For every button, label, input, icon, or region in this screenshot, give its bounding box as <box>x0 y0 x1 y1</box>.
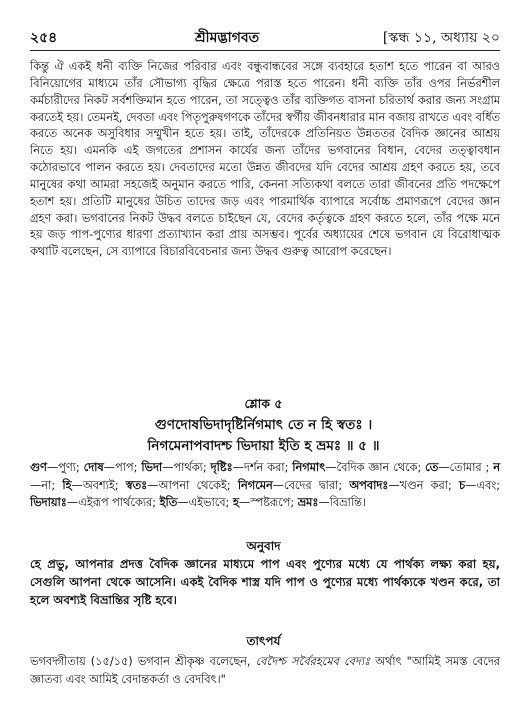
verse-line-1: গুণদোষভিদাদৃষ্টির্নিগমাৎ তে ন হি স্বতঃ । <box>154 417 373 433</box>
synonym-dash: — <box>232 461 244 474</box>
synonym-meaning: বৈদিক জ্ঞান থেকে; <box>336 461 426 474</box>
synonym-meaning: আপনা থেকেই; <box>158 478 238 492</box>
synonym-dash: — <box>162 461 174 474</box>
synonym-dash: — <box>325 461 337 474</box>
verse-label: শ্লোক ৫ <box>244 396 283 411</box>
synonym-dash: — <box>46 461 59 474</box>
intro-paragraph <box>30 59 500 261</box>
synonym-word: অপবাদঃ <box>349 478 389 492</box>
synonym-dash: — <box>272 478 285 492</box>
synonym-meaning: দর্শন করা; <box>243 461 293 474</box>
synonym-word: হ <box>232 496 239 509</box>
synonym-dash: — <box>147 478 159 492</box>
synonym-word: ন <box>493 461 500 474</box>
synonym-word: ভ্রমঃ <box>297 496 319 509</box>
synonym-meaning: না; <box>41 478 63 492</box>
synonym-dash: — <box>66 496 79 509</box>
book-title: শ্রীমদ্ভাগবত <box>195 30 260 46</box>
synonym-meaning: পুণ্য; <box>58 461 84 474</box>
synonym-word: দোষ <box>83 461 104 474</box>
synonym-word: চ <box>459 478 466 492</box>
synonym-meaning: বিভ্রান্তি। <box>329 496 366 509</box>
synonym-meaning: স্পষ্টরূপে; <box>250 496 298 509</box>
translation-text: হে প্রভু, আপনার প্রদত্ত বৈদিক জ্ঞানের মাধ্যমে পাপ এবং পুণ্যের মধ্যে যে পার্থক্য লক্ষ্য করা হয়, সেগুলি আপনা থেকে আসেনি। একই বৈদিক শাস্ত্র যদি পাপ ও পুণ্যের মধ্যে পার্থক্যকে খণ্ডন করে, তা হলে অবশ্যই বিভ্রান্তির সৃষ্টি হবে। <box>30 557 500 607</box>
page-number: ২৫৪ <box>30 30 58 46</box>
section-reference: [স্কন্ধ ১১, অধ্যায় ২০ <box>382 30 500 46</box>
synonym-meaning: বেদের দ্বারা; <box>284 478 350 492</box>
synonym-dash: — <box>465 478 477 492</box>
synonym-meaning: খণ্ডন করা; <box>399 478 460 492</box>
synonym-dash: — <box>177 496 189 509</box>
page-header <box>30 26 500 46</box>
synonym-word: হি <box>62 478 72 492</box>
purport-text <box>30 653 500 689</box>
synonym-word: নিগমেন <box>237 478 273 492</box>
synonym-meaning: তোমার ; <box>449 461 494 474</box>
synonym-meaning: পার্থক্য; <box>173 461 211 474</box>
intro-text: কিন্তু ঐ একই ধনী ব্যক্তি নিজের পরিবার এবং বন্ধুবান্ধবের সঙ্গে ব্যবহারে হতাশ হতে পারেন বা আরও বিনিয়োগের মাধ্যমে তাঁর সৌভাগ্য বৃদ্ধির ক্ষেত্রে পরাস্ত হতে পারেন। ধনী ব্যক্তি তাঁর ওপর নির্ভরশীল কর্মচারীদের নিকট সর্বশক্তিমান হতে পারেন, তা সত্ত্বেও তাঁর ব্যক্তিগত বাসনা চরিতার্থ করার জন্য সংগ্রাম করতেই হয়। তেমনই, দেবতা এবং পিতৃপুরুষগণকে তাঁদের স্বর্গীয় জীবনধারার মান বজায় রাখতে এবং বর্ধিত করতে অনেক অসুবিধার সম্মুখীন হতে হয়। তাই, তাঁদেরকে প্রতিনিয়ত উন্নততর বৈদিক জ্ঞানের আশ্রয় নিতে হয়। এমনকি এই জগতের প্রশাসন কার্যের জন্য তাঁদের ভগবানের বিধান, বেদের তত্ত্বাবধান কঠোরভাবে পালন করতে হয়। দেবতাদের মতো উন্নত জীবদের যদি বেদের আশ্রয় গ্রহণ করতে হয়, তবে মানুষের কথা আমরা সহজেই অনুমান করতে পারি, কেননা সত্যিকথা বলতে তারা জীবনের প্রতি পদক্ষেপে হতাশ হয়। প্রতিটি মানুষের উচিত তাদের জড় এবং পারমার্থিক ব্যাপারে সর্বোচ্চ প্রমাণরূপে বেদের জ্ঞান গ্রহণ করা। ভগবানের নিকট উদ্ধব বলতে চাইছেন যে, বেদের কর্তৃত্বকে গ্রহণ করতে হলে, তাঁর পক্ষে মনে হয় জড় পাপ-পুণ্যের ধারণা প্রত্যাখ্যান করা প্রায় অসম্ভব। পূর্বের অধ্যায়ের শেষে ভগবান যে বিরোধাত্মক কথাটি বলেছেন, সে ব্যাপারে বিচারবিবেচনার জন্য উদ্ধব গুরুত্ব আরোপ করেছেন। <box>30 60 500 259</box>
synonym-meaning: এবং; <box>476 478 501 492</box>
synonym-meaning: এইভাবে; <box>188 496 233 509</box>
translation-label: অনুবাদ <box>246 539 281 553</box>
synonym-word: নিগমাৎ <box>292 461 326 474</box>
synonym-dash: — <box>438 461 450 474</box>
purport-label: তাৎপর্য <box>246 634 281 648</box>
verse-line-2: নিগমেনাপবাদশ্চ ভিদায়া ইতি হ ভ্রমঃ ॥ ৫ ॥ <box>147 438 380 454</box>
synonym-dash: — <box>388 478 400 492</box>
synonym-dash: — <box>318 496 330 509</box>
synonym-dash: — <box>103 461 115 474</box>
synonym-dash: — <box>238 496 251 509</box>
header-rule <box>30 50 500 51</box>
synonym-word: তে <box>425 461 439 474</box>
synonym-dash: — <box>71 478 83 492</box>
synonym-word: ইতি <box>159 496 178 509</box>
synonym-word: ভিদায়াঃ <box>30 496 67 509</box>
purport-part-1: ভগবদ্গীতায় (১৫/১৫) ভগবান শ্রীকৃষ্ণ বলেছেন, <box>30 655 256 668</box>
synonym-meaning: এইরূপ পার্থক্যের; <box>78 496 160 509</box>
synonym-word: স্বতঃ <box>125 478 148 492</box>
synonym-meaning: পাপ; <box>114 461 142 474</box>
purport-part-2: অর্থাৎ "আমিই সমস্ত বেদের জ্ঞাতব্য এবং আমিই বেদান্তকর্তা ও বেদবিৎ।" <box>30 655 500 686</box>
synonym-dash: — <box>30 478 42 492</box>
purport-quote: বেদৈশ্চ সর্বৈরহমেব বেদ্যঃ <box>255 655 371 668</box>
synonym-word: দৃষ্টিঃ <box>210 461 233 474</box>
synonyms <box>30 459 500 512</box>
synonym-word: ভিদা <box>141 461 163 474</box>
synonym-word: গুণ <box>30 461 47 474</box>
synonym-meaning: অবশ্যই; <box>82 478 126 492</box>
